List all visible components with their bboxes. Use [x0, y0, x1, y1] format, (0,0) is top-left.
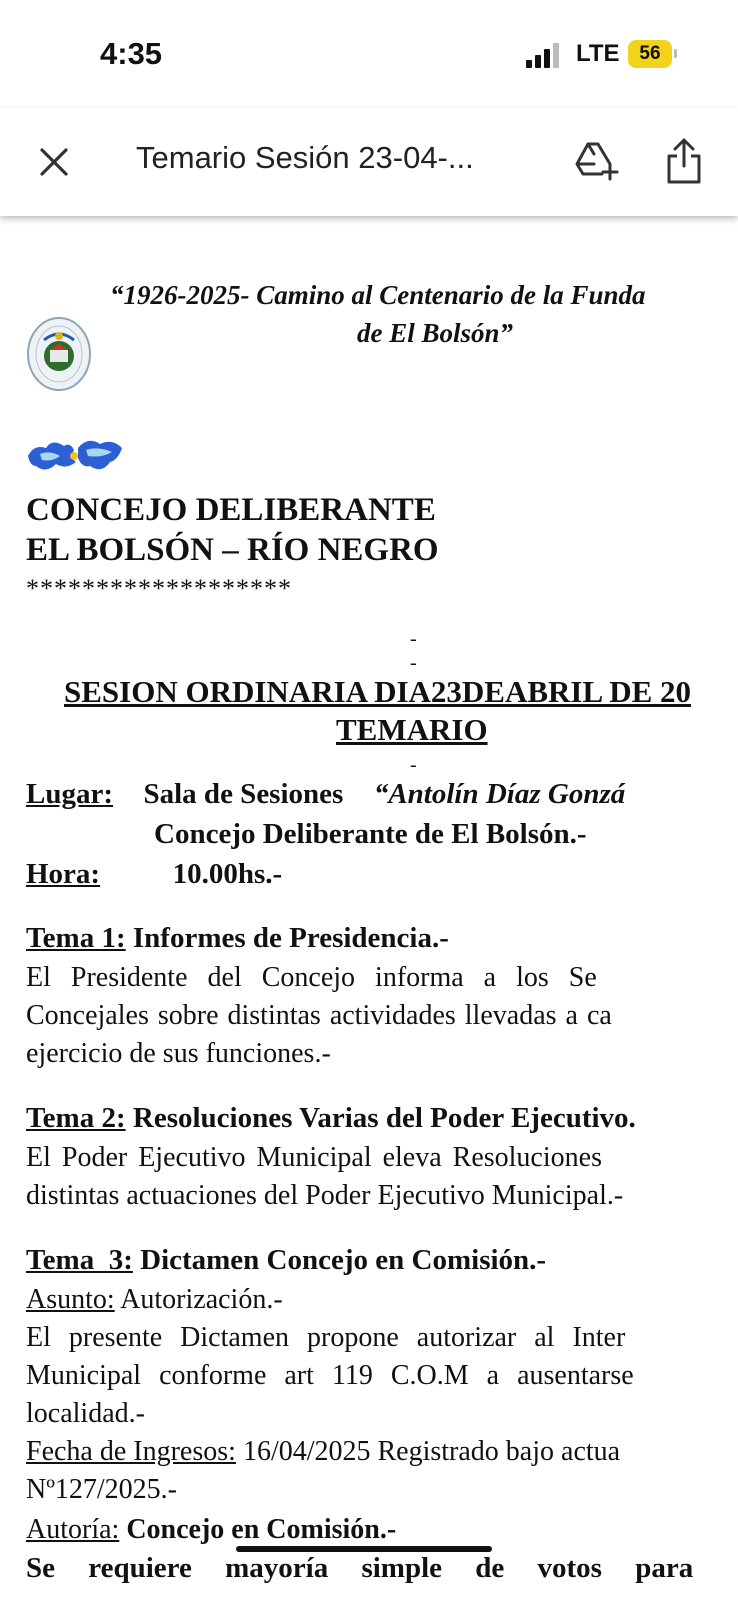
autoria-row — [26, 1514, 396, 1546]
lugar-label: Lugar: — [26, 778, 113, 810]
lugar-name: “Antolín Díaz Gonzá — [373, 778, 626, 810]
asunto-label: Asunto: — [26, 1284, 115, 1315]
malvinas-islands-logo — [26, 434, 124, 478]
motto-line-2: de El Bolsón” — [357, 318, 514, 348]
tema-3-line-1: El presente Dictamen propone autorizar al Inter — [26, 1322, 626, 1353]
tema-3-line-3: localidad.- — [26, 1398, 145, 1429]
close-icon — [34, 142, 74, 182]
tema-1-title: Informes de Presidencia.- — [132, 922, 449, 954]
status-time: 4:35 — [100, 36, 163, 71]
add-to-drive-button[interactable] — [574, 138, 620, 182]
separator-dash: - — [410, 628, 417, 650]
temario-heading: TEMARIO — [336, 712, 488, 747]
autoria-text: Concejo en Comisión.- — [126, 1514, 397, 1545]
org-name-line-2: EL BOLSÓN – RÍO NEGRO — [26, 532, 439, 568]
hora-label: Hora: — [26, 858, 101, 890]
municipal-seal-logo — [26, 316, 92, 392]
tema-2-heading — [26, 1102, 636, 1135]
network-type: LTE — [576, 40, 620, 67]
tema-1-line-1: El Presidente del Concejo informa a los Se — [26, 962, 597, 993]
hora-text: 10.00hs.- — [172, 858, 283, 890]
tema-1-label: Tema 1: — [26, 922, 126, 954]
autoria-label: Autoría: — [26, 1514, 120, 1545]
motto-line-1: “1926-2025- Camino al Centenario de la Funda — [110, 280, 646, 310]
asunto-row — [26, 1284, 283, 1316]
org-name-line-1: CONCEJO DELIBERANTE — [26, 492, 436, 528]
share-button[interactable] — [664, 136, 704, 186]
status-bar — [0, 0, 738, 108]
nro-row: Nº127/2025.- — [26, 1474, 178, 1505]
tema-2-label: Tema 2: — [26, 1102, 126, 1134]
tema-3-label: Tema 3: — [26, 1244, 133, 1276]
fecha-label: Fecha de Ingresos: — [26, 1436, 236, 1467]
asunto-text: Autorización.- — [120, 1284, 283, 1315]
tema-3-heading — [26, 1244, 546, 1277]
battery-icon: 56 — [628, 40, 672, 68]
fecha-text: 16/04/2025 Registrado bajo actua — [242, 1436, 621, 1467]
tema-3-title: Dictamen Concejo en Comisión.- — [140, 1244, 547, 1276]
tema-2-line-2: distintas actuaciones del Poder Ejecutivo Municipal.- — [26, 1180, 624, 1211]
lugar-row — [26, 778, 625, 811]
session-title: SESION ORDINARIA DIA23DEABRIL DE 20 — [64, 674, 692, 709]
document-page[interactable] — [0, 216, 738, 1600]
battery-tip — [674, 49, 677, 58]
viewer-toolbar — [0, 108, 738, 216]
lugar-line-2: Concejo Deliberante de El Bolsón.- — [154, 818, 587, 850]
separator-dash: - — [410, 652, 417, 674]
last-line: Se requiere mayoría simple de votos para — [26, 1552, 694, 1584]
lugar-text: Sala de Sesiones — [143, 778, 344, 810]
tema-2-line-1: El Poder Ejecutivo Municipal eleva Resoluciones — [26, 1142, 602, 1173]
separator-dash: - — [410, 754, 417, 776]
tema-3-line-2: Municipal conforme art 119 C.O.M a ausentarse — [26, 1360, 634, 1391]
share-icon — [664, 136, 704, 186]
tema-1-line-3: ejercicio de sus funciones.- — [26, 1038, 331, 1069]
fecha-row — [26, 1436, 620, 1468]
close-button[interactable] — [34, 142, 74, 182]
separator-stars: ******************* — [26, 574, 292, 603]
tema-1-heading — [26, 922, 449, 955]
add-to-drive-icon — [574, 138, 620, 182]
tema-2-title: Resoluciones Varias del Poder Ejecutivo. — [132, 1102, 636, 1134]
tema-1-line-2: Concejales sobre distintas actividades llevadas a ca — [26, 1000, 612, 1031]
document-title: Temario Sesión 23-04-... — [136, 140, 474, 175]
signal-icon — [526, 42, 562, 68]
hora-row — [26, 858, 282, 891]
